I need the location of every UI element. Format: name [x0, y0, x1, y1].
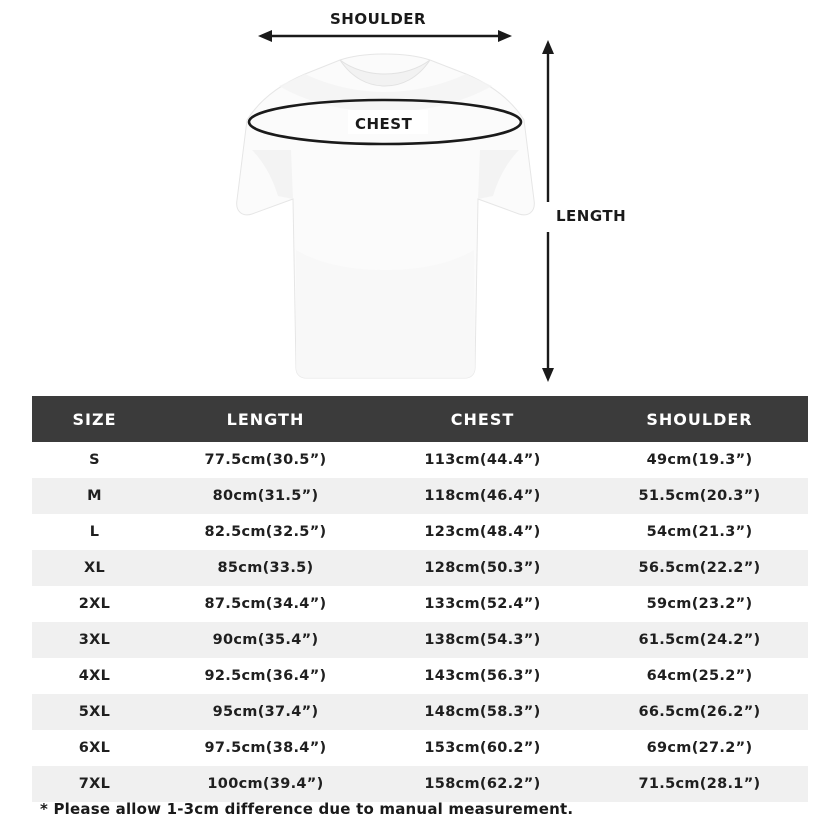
cell-shoulder: 64cm(25.2”)	[646, 668, 753, 684]
cell-shoulder: 61.5cm(24.2”)	[638, 632, 761, 648]
size-chart-table	[32, 396, 808, 802]
table-header	[32, 396, 808, 442]
cell-shoulder: 66.5cm(26.2”)	[638, 704, 761, 720]
cell-length: 87.5cm(34.4”)	[204, 596, 327, 612]
cell-chest: 123cm(48.4”)	[424, 524, 541, 540]
cell-size: 2XL	[78, 596, 111, 612]
cell-size: 5XL	[78, 704, 111, 720]
length-measure-label: LENGTH	[556, 207, 627, 225]
column-header-size: SIZE	[32, 396, 157, 442]
cell-length: 90cm(35.4”)	[212, 632, 319, 648]
table-row	[32, 730, 808, 766]
table-row	[32, 442, 808, 478]
cell-shoulder: 56.5cm(22.2”)	[638, 560, 761, 576]
table-row	[32, 550, 808, 586]
cell-chest: 158cm(62.2”)	[424, 776, 541, 792]
cell-shoulder: 69cm(27.2”)	[646, 740, 753, 756]
cell-size: M	[87, 488, 102, 504]
table-row	[32, 694, 808, 730]
measurement-disclaimer: * Please allow 1-3cm difference due to manual measurement.	[40, 800, 574, 818]
tshirt-shape	[237, 54, 535, 378]
cell-size: S	[89, 452, 100, 468]
tshirt-illustration-svg	[0, 0, 840, 392]
cell-size: 3XL	[78, 632, 111, 648]
chest-measure-label: CHEST	[355, 115, 413, 133]
shoulder-arrow-left-head	[258, 30, 272, 42]
cell-length: 97.5cm(38.4”)	[204, 740, 327, 756]
table-row	[32, 514, 808, 550]
cell-chest: 133cm(52.4”)	[424, 596, 541, 612]
shoulder-arrow-right-head	[498, 30, 512, 42]
table-row	[32, 622, 808, 658]
cell-shoulder: 49cm(19.3”)	[646, 452, 753, 468]
cell-length: 85cm(33.5)	[217, 560, 314, 576]
length-arrow-bottom-head	[542, 368, 554, 382]
cell-size: XL	[83, 560, 106, 576]
table-header-row	[32, 396, 808, 442]
cell-length: 95cm(37.4”)	[212, 704, 319, 720]
column-header-shoulder: SHOULDER	[591, 396, 808, 442]
cell-chest: 128cm(50.3”)	[424, 560, 541, 576]
length-arrow-top-head	[542, 40, 554, 54]
cell-shoulder: 59cm(23.2”)	[646, 596, 753, 612]
cell-length: 92.5cm(36.4”)	[204, 668, 327, 684]
cell-length: 100cm(39.4”)	[207, 776, 324, 792]
cell-chest: 113cm(44.4”)	[424, 452, 541, 468]
cell-size: 7XL	[78, 776, 111, 792]
shoulder-measure-label: SHOULDER	[330, 10, 427, 28]
cell-length: 80cm(31.5”)	[212, 488, 319, 504]
cell-size: 4XL	[78, 668, 111, 684]
cell-length: 77.5cm(30.5”)	[204, 452, 327, 468]
table-row	[32, 586, 808, 622]
cell-shoulder: 54cm(21.3”)	[646, 524, 753, 540]
cell-chest: 138cm(54.3”)	[424, 632, 541, 648]
cell-chest: 153cm(60.2”)	[424, 740, 541, 756]
cell-size: L	[89, 524, 100, 540]
column-header-length: LENGTH	[157, 396, 374, 442]
table-body	[32, 442, 808, 802]
table-row	[32, 658, 808, 694]
cell-chest: 118cm(46.4”)	[424, 488, 541, 504]
cell-chest: 143cm(56.3”)	[424, 668, 541, 684]
column-header-chest: CHEST	[374, 396, 591, 442]
table-row	[32, 766, 808, 802]
cell-length: 82.5cm(32.5”)	[204, 524, 327, 540]
cell-size: 6XL	[78, 740, 111, 756]
tshirt-measurement-diagram	[0, 0, 840, 392]
cell-shoulder: 51.5cm(20.3”)	[638, 488, 761, 504]
cell-shoulder: 71.5cm(28.1”)	[638, 776, 761, 792]
cell-chest: 148cm(58.3”)	[424, 704, 541, 720]
table-row	[32, 478, 808, 514]
